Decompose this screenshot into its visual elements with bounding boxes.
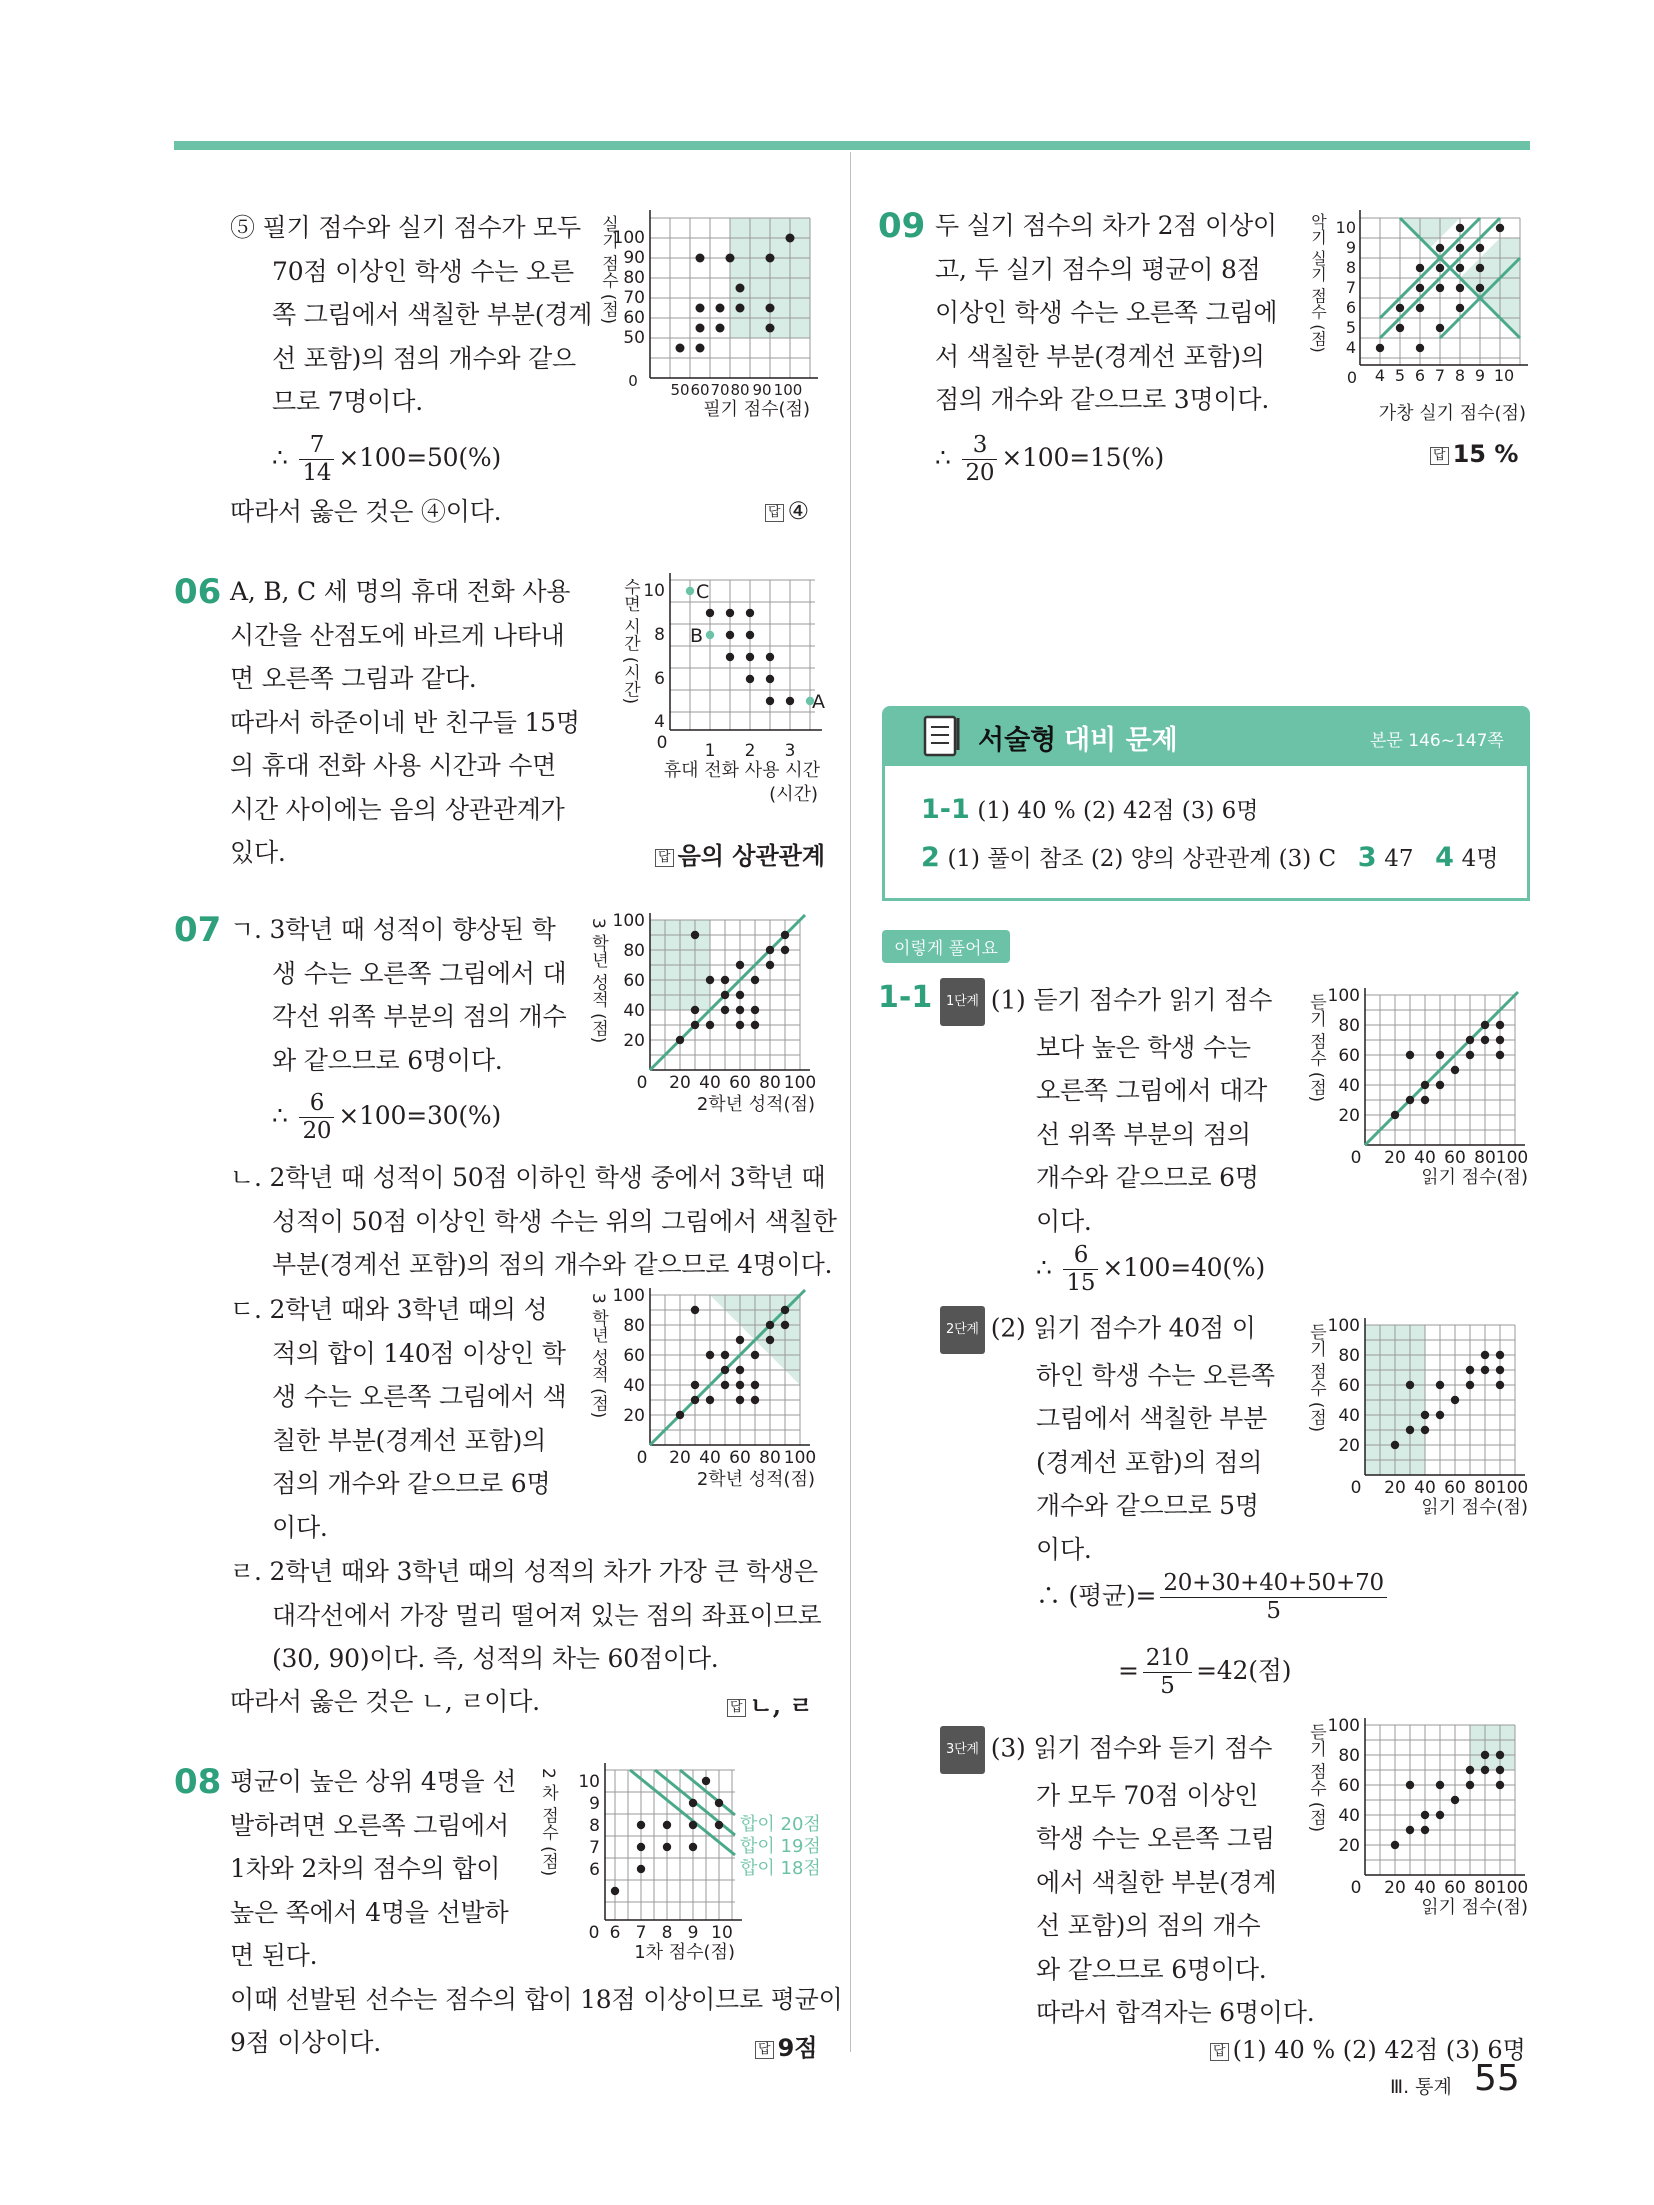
y-tick: 7 xyxy=(589,1838,600,1858)
line: 므로 7명이다. xyxy=(272,387,423,416)
line: 부분(경계선 포함)의 점의 개수와 같으므로 4명이다. xyxy=(272,1250,833,1279)
line: 하인 학생 수는 오른쪽 xyxy=(1036,1360,1275,1390)
line: 선 포함)의 점의 개수 xyxy=(1036,1911,1261,1940)
line: ⑤ 필기 점수와 실기 점수가 모두 xyxy=(230,213,581,242)
step-tag: 1단계 xyxy=(940,978,985,1026)
y-tick: 80 xyxy=(623,268,645,288)
x-tick: 80 xyxy=(1474,1148,1496,1168)
q5-answer xyxy=(765,497,809,525)
origin: 0 xyxy=(628,372,638,390)
x-tick: 80 xyxy=(1474,1478,1496,1498)
x-tick: 100 xyxy=(783,1448,817,1468)
origin: 0 xyxy=(1350,1478,1362,1498)
chart-r2 xyxy=(1300,1315,1532,1530)
x-tick: 20 xyxy=(669,1073,691,1093)
x-label: 1차 점수(점) xyxy=(634,1942,735,1960)
line: 쪽 그림에서 색칠한 부분(경계 xyxy=(272,300,593,329)
line: ㄴ. 2학년 때 성적이 50점 이하인 학생 중에서 3학년 때 xyxy=(230,1163,826,1192)
therefore: ∴ xyxy=(272,443,288,472)
x-tick: 70 xyxy=(710,381,730,399)
x-unit: (시간) xyxy=(769,784,818,805)
q7-r-text xyxy=(230,1550,821,1681)
page-number: 55 xyxy=(1474,2058,1520,2099)
essay-row-1 xyxy=(921,792,1258,825)
line: 시간 사이에는 음의 상관관계가 xyxy=(230,794,565,824)
line: 시간을 산점도에 바르게 나타내 xyxy=(230,620,565,650)
answer-value: 9점 xyxy=(777,2034,818,2062)
x-label: 2학년 성적(점) xyxy=(696,1094,815,1115)
numerator: 3 xyxy=(962,432,997,460)
line: 발하려면 오른쪽 그림에서 xyxy=(230,1810,509,1840)
x-tick: 60 xyxy=(729,1448,751,1468)
y-label: 3 학년 성적 (점) xyxy=(588,918,608,1044)
essay-page-ref: 본문 146~147쪽 xyxy=(1370,731,1504,751)
column-divider xyxy=(850,152,851,2052)
y-tick: 7 xyxy=(1345,278,1356,297)
q7-answer xyxy=(727,1686,813,1721)
x-tick: 6 xyxy=(1414,366,1426,385)
line: A, B, C 세 명의 휴대 전화 사용 xyxy=(230,577,571,606)
x-tick: 4 xyxy=(1374,366,1386,385)
fraction xyxy=(962,432,997,487)
y-tick: 4 xyxy=(654,712,665,732)
x-tick: 9 xyxy=(687,1923,699,1943)
row-text: (1) 풀이 참조 (2) 양의 상관관계 (3) C xyxy=(947,846,1337,872)
row-number: 3 xyxy=(1357,842,1377,873)
chart-r1 xyxy=(1300,985,1532,1200)
q6-answer xyxy=(655,836,825,871)
answer-value: ④ xyxy=(787,497,810,525)
line: 높은 쪽에서 4명을 선발하 xyxy=(230,1897,509,1927)
step2-text xyxy=(940,1306,1275,1571)
line: (30, 90)이다. 즉, 성적의 차는 60점이다. xyxy=(272,1644,719,1673)
x-tick: 100 xyxy=(773,381,803,399)
line: 점의 개수와 같으므로 6명 xyxy=(272,1469,551,1498)
fraction xyxy=(299,1090,334,1145)
line: 선 위쪽 부분의 점의 xyxy=(1036,1119,1251,1149)
y-tick: 6 xyxy=(589,1860,600,1880)
q9-text xyxy=(935,204,1277,422)
x-tick: 40 xyxy=(1414,1478,1436,1498)
y-tick: 8 xyxy=(1345,258,1356,277)
y-tick: 20 xyxy=(1338,1836,1360,1856)
y-tick: 80 xyxy=(1338,1016,1360,1036)
line: 에서 색칠한 부분(경계 xyxy=(1036,1867,1277,1897)
origin: 0 xyxy=(588,1923,600,1943)
chart-q7-b xyxy=(580,1285,840,1510)
formula-rest: =42(점) xyxy=(1196,1656,1292,1685)
formula-pre: ∴ (평균)= xyxy=(1036,1581,1157,1610)
answer-mark: 답 xyxy=(655,849,674,867)
x-tick: 80 xyxy=(730,381,750,399)
x-tick: 100 xyxy=(1495,1148,1529,1168)
line: 1차와 2차의 점수의 합이 xyxy=(230,1854,501,1883)
answer-mark: 답 xyxy=(1210,2043,1229,2061)
x-tick: 40 xyxy=(1414,1878,1436,1898)
y-label: 수면 시간 (시간) xyxy=(620,578,640,705)
fraction xyxy=(1063,1242,1098,1297)
answer-value: 음의 상관관계 xyxy=(677,842,826,870)
formula-rest: ×100=15(%) xyxy=(1001,443,1165,472)
line: (3) 읽기 점수와 듣기 점수 xyxy=(990,1733,1273,1763)
y-tick: 60 xyxy=(623,308,645,328)
origin: 0 xyxy=(1350,1148,1362,1168)
line: 와 같으므로 6명이다. xyxy=(272,1045,503,1075)
x-tick: 20 xyxy=(1384,1148,1406,1168)
q8-answer xyxy=(755,2028,817,2063)
q7-conclusion: 따라서 옳은 것은 ㄴ, ㄹ이다. xyxy=(230,1687,540,1716)
numerator: 6 xyxy=(299,1090,334,1118)
y-tick: 100 xyxy=(612,228,645,248)
denominator: 15 xyxy=(1066,1270,1096,1296)
diagonal-line xyxy=(1365,992,1518,1145)
x-tick: 2 xyxy=(744,741,756,761)
line: ㄷ. 2학년 때와 3학년 때의 성 xyxy=(230,1295,548,1324)
step2-formula-b xyxy=(1118,1645,1291,1700)
footer-section: Ⅲ. 통계 xyxy=(1390,2076,1452,2098)
fraction xyxy=(299,432,334,487)
x-tick: 7 xyxy=(1434,366,1446,385)
y-tick: 80 xyxy=(1338,1746,1360,1766)
y-tick: 80 xyxy=(623,941,645,961)
y-tick: 9 xyxy=(1345,238,1356,257)
formula-pre: = xyxy=(1118,1656,1139,1685)
step2-formula xyxy=(1036,1570,1391,1625)
x-tick: 90 xyxy=(752,381,772,399)
x-label: 읽기 점수(점) xyxy=(1421,1167,1528,1188)
y-label: 듣기 점수 (점) xyxy=(1306,1323,1326,1433)
x-tick: 1 xyxy=(704,741,716,761)
x-tick: 9 xyxy=(1474,366,1486,385)
x-tick: 8 xyxy=(1454,366,1466,385)
y-tick: 50 xyxy=(623,328,645,348)
chart-q7-a xyxy=(580,910,840,1135)
line: 생 수는 오른쪽 그림에서 대 xyxy=(272,958,567,988)
y-tick: 60 xyxy=(623,1346,645,1366)
chart-q8 xyxy=(530,1760,830,1960)
y-tick: 40 xyxy=(623,1376,645,1396)
line: 대각선에서 가장 멀리 떨어져 있는 점의 좌표이므로 xyxy=(272,1600,822,1630)
point-label-c: C xyxy=(696,581,710,603)
denominator: 14 xyxy=(302,460,332,486)
row-text: 47 xyxy=(1384,846,1414,872)
essay-header xyxy=(882,706,1530,766)
numerator: 7 xyxy=(299,432,334,460)
row-text: 4명 xyxy=(1461,846,1499,872)
x-tick: 100 xyxy=(783,1073,817,1093)
line: 이상인 학생 수는 오른쪽 그림에 xyxy=(935,298,1278,327)
q9-formula xyxy=(935,432,1164,487)
x-label: 읽기 점수(점) xyxy=(1421,1497,1528,1518)
origin: 0 xyxy=(1350,1878,1362,1898)
x-tick: 7 xyxy=(635,1923,647,1943)
y-label: 악기 실기 점수 (점) xyxy=(1308,213,1328,353)
shaded-region xyxy=(1470,1725,1515,1770)
essay-row-2 xyxy=(921,840,1498,873)
sum-label: 합이 20점 xyxy=(740,1814,821,1835)
x-tick: 20 xyxy=(1384,1478,1406,1498)
line: 있다. xyxy=(230,838,286,867)
essay-body xyxy=(882,766,1530,901)
line: (경계선 포함)의 점의 xyxy=(1036,1447,1263,1477)
line: 9점 이상이다. xyxy=(230,2028,381,2057)
answer-value: ㄴ, ㄹ xyxy=(749,1691,813,1720)
chart-q6 xyxy=(600,570,840,820)
q5-text xyxy=(230,206,592,424)
line: 두 실기 점수의 차가 2점 이상이 xyxy=(935,211,1277,240)
y-tick: 90 xyxy=(623,248,645,268)
line: 와 같으므로 6명이다. xyxy=(1036,1954,1267,1984)
q6-text xyxy=(230,570,580,875)
row-number: 4 xyxy=(1435,842,1454,873)
y-tick: 10 xyxy=(643,581,665,601)
x-tick: 50 xyxy=(670,381,690,399)
line: 따라서 합격자는 6명이다. xyxy=(1036,1998,1315,2027)
q6-number: 06 xyxy=(174,572,222,612)
y-tick: 40 xyxy=(1338,1406,1360,1426)
sum-label: 합이 18점 xyxy=(740,1858,821,1879)
x-tick: 20 xyxy=(669,1448,691,1468)
x-tick: 80 xyxy=(759,1073,781,1093)
q9-number: 09 xyxy=(878,206,926,246)
step1-text xyxy=(940,978,1272,1243)
numerator: 210 xyxy=(1143,1645,1192,1673)
line: 70점 이상인 학생 수는 오른 xyxy=(272,256,574,286)
y-tick: 100 xyxy=(1327,1316,1360,1336)
line: ㄹ. 2학년 때와 3학년 때의 성적의 차가 가장 큰 학생은 xyxy=(230,1557,818,1586)
x-tick: 60 xyxy=(690,381,710,399)
line: 고, 두 실기 점수의 평균이 8점 xyxy=(935,254,1261,284)
y-tick: 70 xyxy=(623,288,645,308)
grid xyxy=(670,580,815,730)
step-tag: 3단계 xyxy=(940,1726,985,1774)
y-tick: 80 xyxy=(1338,1346,1360,1366)
q5-formula xyxy=(272,432,501,487)
line: 성적이 50점 이상인 학생 수는 위의 그림에서 색칠한 xyxy=(272,1206,837,1236)
sum-label: 합이 19점 xyxy=(740,1836,821,1857)
denominator: 20 xyxy=(965,460,995,486)
line: 면 오른쪽 그림과 같다. xyxy=(230,664,477,693)
line: 이다. xyxy=(1036,1206,1092,1236)
y-tick: 20 xyxy=(623,1031,645,1051)
x-tick: 60 xyxy=(1444,1878,1466,1898)
line: 선 포함)의 점의 개수와 같으 xyxy=(272,343,576,373)
line: 서 색칠한 부분(경계선 포함)의 xyxy=(935,341,1265,371)
x-tick: 40 xyxy=(1414,1148,1436,1168)
y-tick: 100 xyxy=(1327,1716,1360,1736)
line: 이다. xyxy=(272,1512,328,1542)
q7-number: 07 xyxy=(174,910,222,950)
y-tick: 5 xyxy=(1345,318,1356,337)
q9-answer xyxy=(1430,440,1518,468)
top-accent-bar xyxy=(174,141,1530,150)
x-tick: 40 xyxy=(699,1073,721,1093)
numerator: 6 xyxy=(1063,1242,1098,1270)
y-tick: 8 xyxy=(589,1816,600,1836)
denominator: 20 xyxy=(302,1118,332,1144)
x-tick: 3 xyxy=(784,741,796,761)
notepad-icon xyxy=(922,714,962,758)
line: 가 모두 70점 이상인 xyxy=(1036,1780,1259,1810)
row-text: (1) 40 % (2) 42점 (3) 6명 xyxy=(977,798,1259,824)
fraction xyxy=(1143,1645,1192,1700)
y-tick: 100 xyxy=(612,911,645,931)
y-tick: 60 xyxy=(623,971,645,991)
x-tick: 10 xyxy=(711,1923,733,1943)
line: 개수와 같으므로 6명 xyxy=(1036,1163,1259,1192)
answer-mark: 답 xyxy=(1430,447,1449,465)
answer-mark: 답 xyxy=(727,1699,746,1717)
line: 각선 위쪽 부분의 점의 개수 xyxy=(272,1002,567,1031)
step-tag: 2단계 xyxy=(940,1306,985,1354)
y-tick: 40 xyxy=(1338,1076,1360,1096)
line: 그림에서 색칠한 부분 xyxy=(1036,1404,1268,1433)
y-tick: 100 xyxy=(1327,986,1360,1006)
solution-tag: 이렇게 풀어요 xyxy=(882,930,1010,963)
x-tick: 60 xyxy=(1444,1478,1466,1498)
x-label: 휴대 전화 사용 시간 xyxy=(663,760,820,781)
chart-q9 xyxy=(1300,205,1530,430)
line: 개수와 같으므로 5명 xyxy=(1036,1491,1259,1520)
y-label: 3 학년 성적 (점) xyxy=(588,1293,608,1419)
point-label-a: A xyxy=(812,691,825,713)
q7-g-text xyxy=(230,908,566,1082)
line: 따라서 하준이네 반 친구들 15명 xyxy=(230,707,580,737)
denominator: 5 xyxy=(1266,1598,1281,1624)
fraction xyxy=(1160,1570,1387,1625)
y-label: 듣기 점수 (점) xyxy=(1306,993,1326,1103)
y-tick: 10 xyxy=(578,1772,600,1792)
q7-n-text xyxy=(230,1156,837,1287)
line: (1) 듣기 점수가 읽기 점수 xyxy=(990,985,1273,1015)
line: 오른쪽 그림에서 대각 xyxy=(1036,1076,1268,1105)
line: 생 수는 오른쪽 그림에서 색 xyxy=(272,1382,567,1411)
y-tick: 100 xyxy=(612,1286,645,1306)
y-tick: 40 xyxy=(1338,1806,1360,1826)
y-tick: 40 xyxy=(623,1001,645,1021)
y-tick: 20 xyxy=(623,1406,645,1426)
line: 점의 개수와 같으므로 3명이다. xyxy=(935,385,1270,414)
y-tick: 6 xyxy=(654,669,665,689)
x-tick: 5 xyxy=(1394,366,1406,385)
chart-q5 xyxy=(590,205,830,420)
step1-formula xyxy=(1036,1242,1265,1297)
x-tick: 60 xyxy=(729,1073,751,1093)
denominator: 5 xyxy=(1160,1673,1175,1699)
x-label: 필기 점수(점) xyxy=(703,399,810,420)
y-label: 듣기 점수 (점) xyxy=(1306,1723,1326,1833)
point-label-b: B xyxy=(690,625,704,647)
x-tick: 40 xyxy=(699,1448,721,1468)
line: 학생 수는 오른쪽 그림 xyxy=(1036,1824,1275,1853)
x-tick: 10 xyxy=(1493,366,1515,385)
chart-r3 xyxy=(1300,1715,1532,1930)
q7-formula xyxy=(272,1090,501,1145)
essay-title-a: 서술형 xyxy=(978,725,1057,756)
line: 적의 합이 140점 이상인 학 xyxy=(272,1338,566,1368)
solution-number: 1-1 xyxy=(878,980,933,1015)
answer-value: 15 % xyxy=(1452,440,1519,468)
answer-mark: 답 xyxy=(765,504,784,522)
answer-mark: 답 xyxy=(755,2041,774,2059)
y-tick: 80 xyxy=(623,1316,645,1336)
x-tick: 100 xyxy=(1495,1478,1529,1498)
x-tick: 100 xyxy=(1495,1878,1529,1898)
line: 칠한 부분(경계선 포함)의 xyxy=(272,1425,547,1455)
step3-text xyxy=(940,1726,1314,2035)
origin: 0 xyxy=(1346,368,1358,387)
therefore: ∴ xyxy=(1036,1253,1052,1282)
formula-rest: ×100=30(%) xyxy=(338,1101,502,1130)
origin: 0 xyxy=(656,733,668,753)
line: 의 휴대 전화 사용 시간과 수면 xyxy=(230,751,557,780)
y-label: 실기 점수 (점) xyxy=(598,215,618,325)
numerator: 20+30+40+50+70 xyxy=(1160,1570,1387,1598)
q7-d-text xyxy=(230,1288,566,1549)
line: ㄱ. 3학년 때 성적이 향상된 학 xyxy=(230,915,556,944)
essay-title-b: 대비 문제 xyxy=(1064,725,1178,756)
y-tick: 6 xyxy=(1345,298,1356,317)
y-tick: 60 xyxy=(1338,1046,1360,1066)
row-number: 2 xyxy=(921,842,940,873)
y-tick: 20 xyxy=(1338,1436,1360,1456)
y-tick: 9 xyxy=(589,1794,600,1814)
x-tick: 60 xyxy=(1444,1148,1466,1168)
x-label: 읽기 점수(점) xyxy=(1421,1897,1528,1918)
y-tick: 60 xyxy=(1338,1376,1360,1396)
y-tick: 60 xyxy=(1338,1776,1360,1796)
row-number: 1-1 xyxy=(921,794,970,825)
y-tick: 4 xyxy=(1345,338,1356,357)
therefore: ∴ xyxy=(272,1101,288,1130)
x-tick: 80 xyxy=(1474,1878,1496,1898)
q8-number: 08 xyxy=(174,1762,222,1802)
line: 보다 높은 학생 수는 xyxy=(1036,1032,1251,1062)
therefore: ∴ xyxy=(935,443,951,472)
line: 면 된다. xyxy=(230,1941,318,1970)
y-label: 2 차 점수 (점) xyxy=(538,1768,558,1877)
answer-value: (1) 40 % (2) 42점 (3) 6명 xyxy=(1232,2036,1526,2064)
formula-rest: ×100=50(%) xyxy=(338,443,502,472)
x-tick: 80 xyxy=(759,1448,781,1468)
origin: 0 xyxy=(636,1073,648,1093)
line: 평균이 높은 상위 4명을 선 xyxy=(230,1767,517,1796)
line: (2) 읽기 점수가 40점 이 xyxy=(990,1313,1256,1343)
q5-conclusion: 따라서 옳은 것은 ④이다. xyxy=(230,497,502,526)
origin: 0 xyxy=(636,1448,648,1468)
y-tick: 20 xyxy=(1338,1106,1360,1126)
x-tick: 20 xyxy=(1384,1878,1406,1898)
line: 이때 선발된 선수는 점수의 합이 18점 이상이므로 평균이 xyxy=(230,1984,843,2014)
x-tick: 6 xyxy=(609,1923,621,1943)
x-label: 2학년 성적(점) xyxy=(696,1469,815,1490)
y-tick: 8 xyxy=(654,625,665,645)
x-label: 가창 실기 점수(점) xyxy=(1378,403,1526,424)
y-tick: 10 xyxy=(1335,218,1356,237)
line: 이다. xyxy=(1036,1534,1092,1564)
x-tick: 8 xyxy=(661,1923,673,1943)
formula-rest: ×100=40(%) xyxy=(1102,1253,1266,1282)
